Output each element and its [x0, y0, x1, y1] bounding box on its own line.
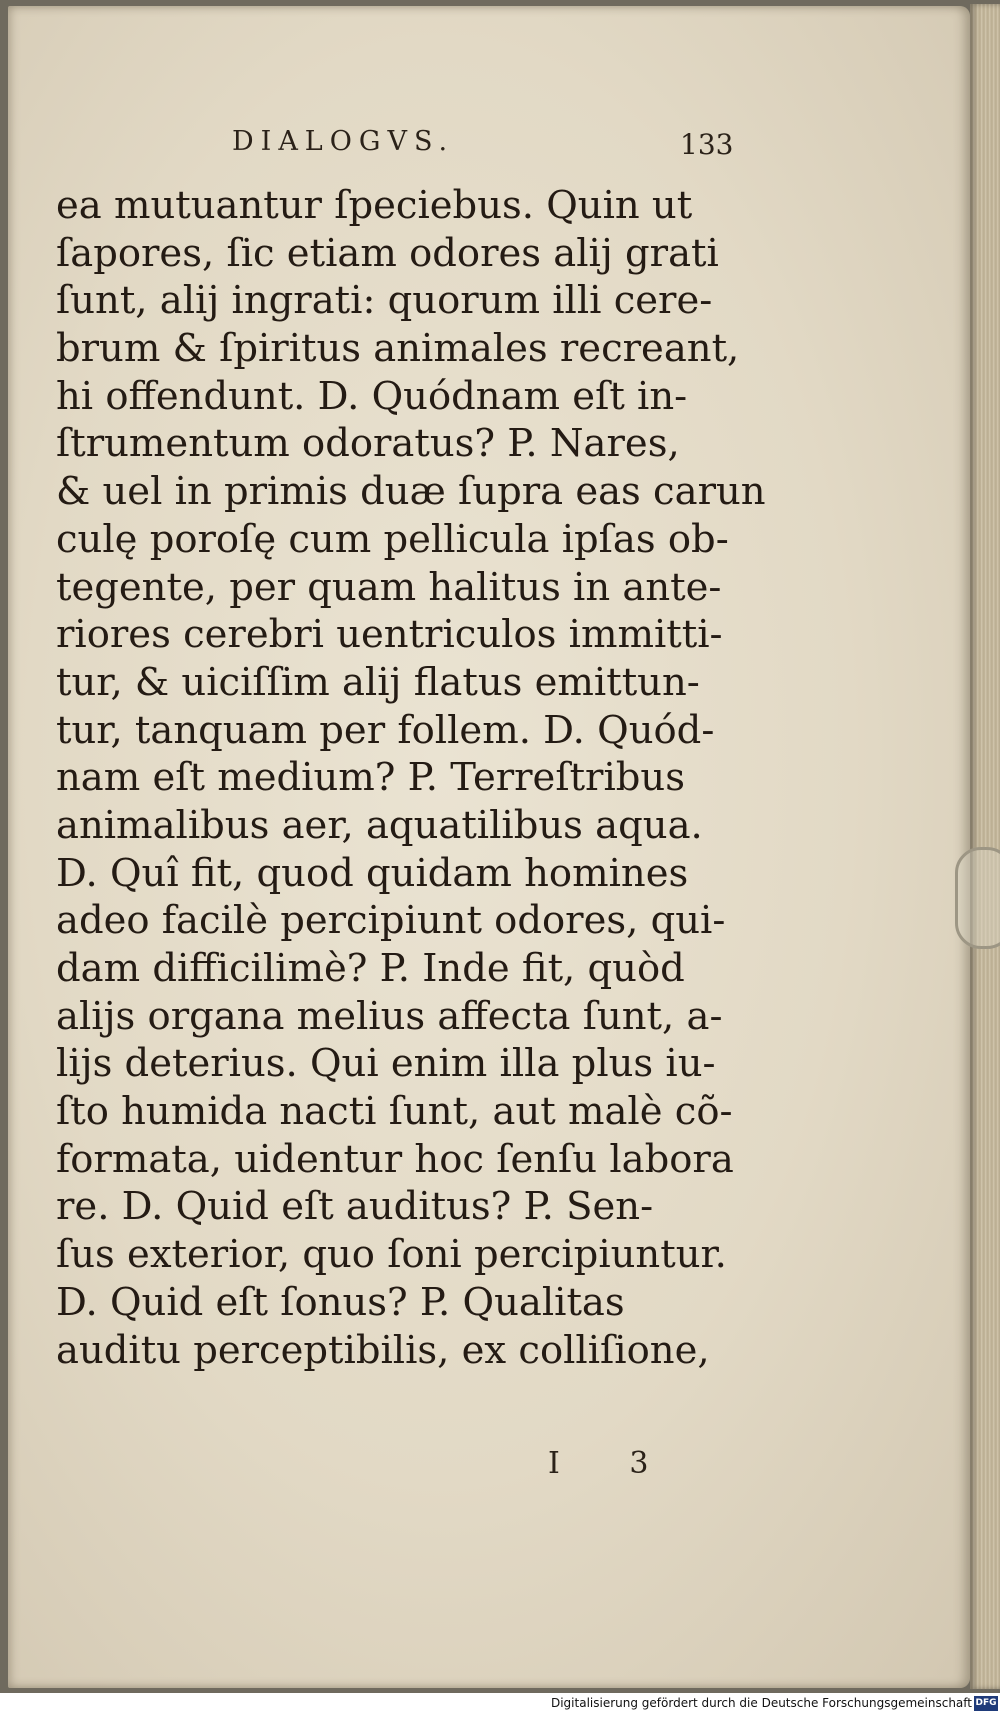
text-line: dam difficilimè? P. Inde fit, quòd — [56, 946, 685, 991]
book-clasp — [955, 847, 1000, 949]
text-line: riores cerebri uentriculos immitti- — [56, 612, 723, 658]
text-line: ſtrumentum odoratus? P. Nares, — [56, 421, 680, 467]
text-line: hi offendunt. D. Quódnam eſt in- — [56, 373, 688, 419]
text-line: ea mutuantur ſpeciebus. Quin ut — [56, 183, 693, 228]
text-line: tegente, per quam halitus in ante- — [56, 564, 722, 610]
text-line: tur, tanquam per follem. D. Quód- — [56, 707, 715, 753]
running-head: DIALOGVS. — [232, 126, 455, 157]
text-line: brum & ſpiritus animales recreant, — [56, 326, 740, 372]
text-line: ſapores, ſic etiam odores alij grati — [56, 230, 719, 276]
digitization-credit: Digitalisierung gefördert durch die Deutsche Forschungsgemeinschaft — [550, 1696, 972, 1710]
text-line: & uel in primis duæ ſupra eas carun — [56, 469, 766, 515]
text-line: adeo facilè percipiunt odores, qui- — [56, 898, 726, 944]
text-line: ſus exterior, quo ſoni percipiuntur. — [56, 1232, 727, 1278]
text-line: D. Quid eſt ſonus? P. Qualitas — [56, 1279, 625, 1325]
text-line: ſunt, alij ingrati: quorum illi cere- — [56, 278, 713, 324]
text-line: culę poroſę cum pellicula ipſas ob- — [56, 516, 729, 562]
text-line: re. D. Quid eſt auditus? P. Sen- — [56, 1184, 654, 1230]
dfg-logo: DFG — [974, 1696, 998, 1711]
book-page — [8, 6, 970, 1688]
text-line: tur, & uiciſſim alij flatus emittun- — [56, 659, 700, 705]
text-line: nam eſt medium? P. Terreſtribus — [56, 755, 685, 801]
body-text — [56, 182, 766, 1374]
text-line: ſto humida nacti ſunt, aut malè cõ- — [56, 1089, 733, 1135]
text-line: formata, uidentur hoc ſenſu labora — [56, 1136, 734, 1182]
signature-mark: I 3 — [548, 1446, 679, 1481]
page-number: 133 — [680, 128, 734, 161]
text-line: alijs organa melius affecta ſunt, a- — [56, 993, 723, 1039]
text-line: lijs deterius. Qui enim illa plus iu- — [56, 1041, 716, 1087]
text-line: D. Quî fit, quod quidam homines — [56, 850, 689, 896]
text-line: auditu perceptibilis, ex colliſione, — [56, 1327, 710, 1373]
text-line: animalibus aer, aquatilibus aqua. — [56, 802, 703, 848]
